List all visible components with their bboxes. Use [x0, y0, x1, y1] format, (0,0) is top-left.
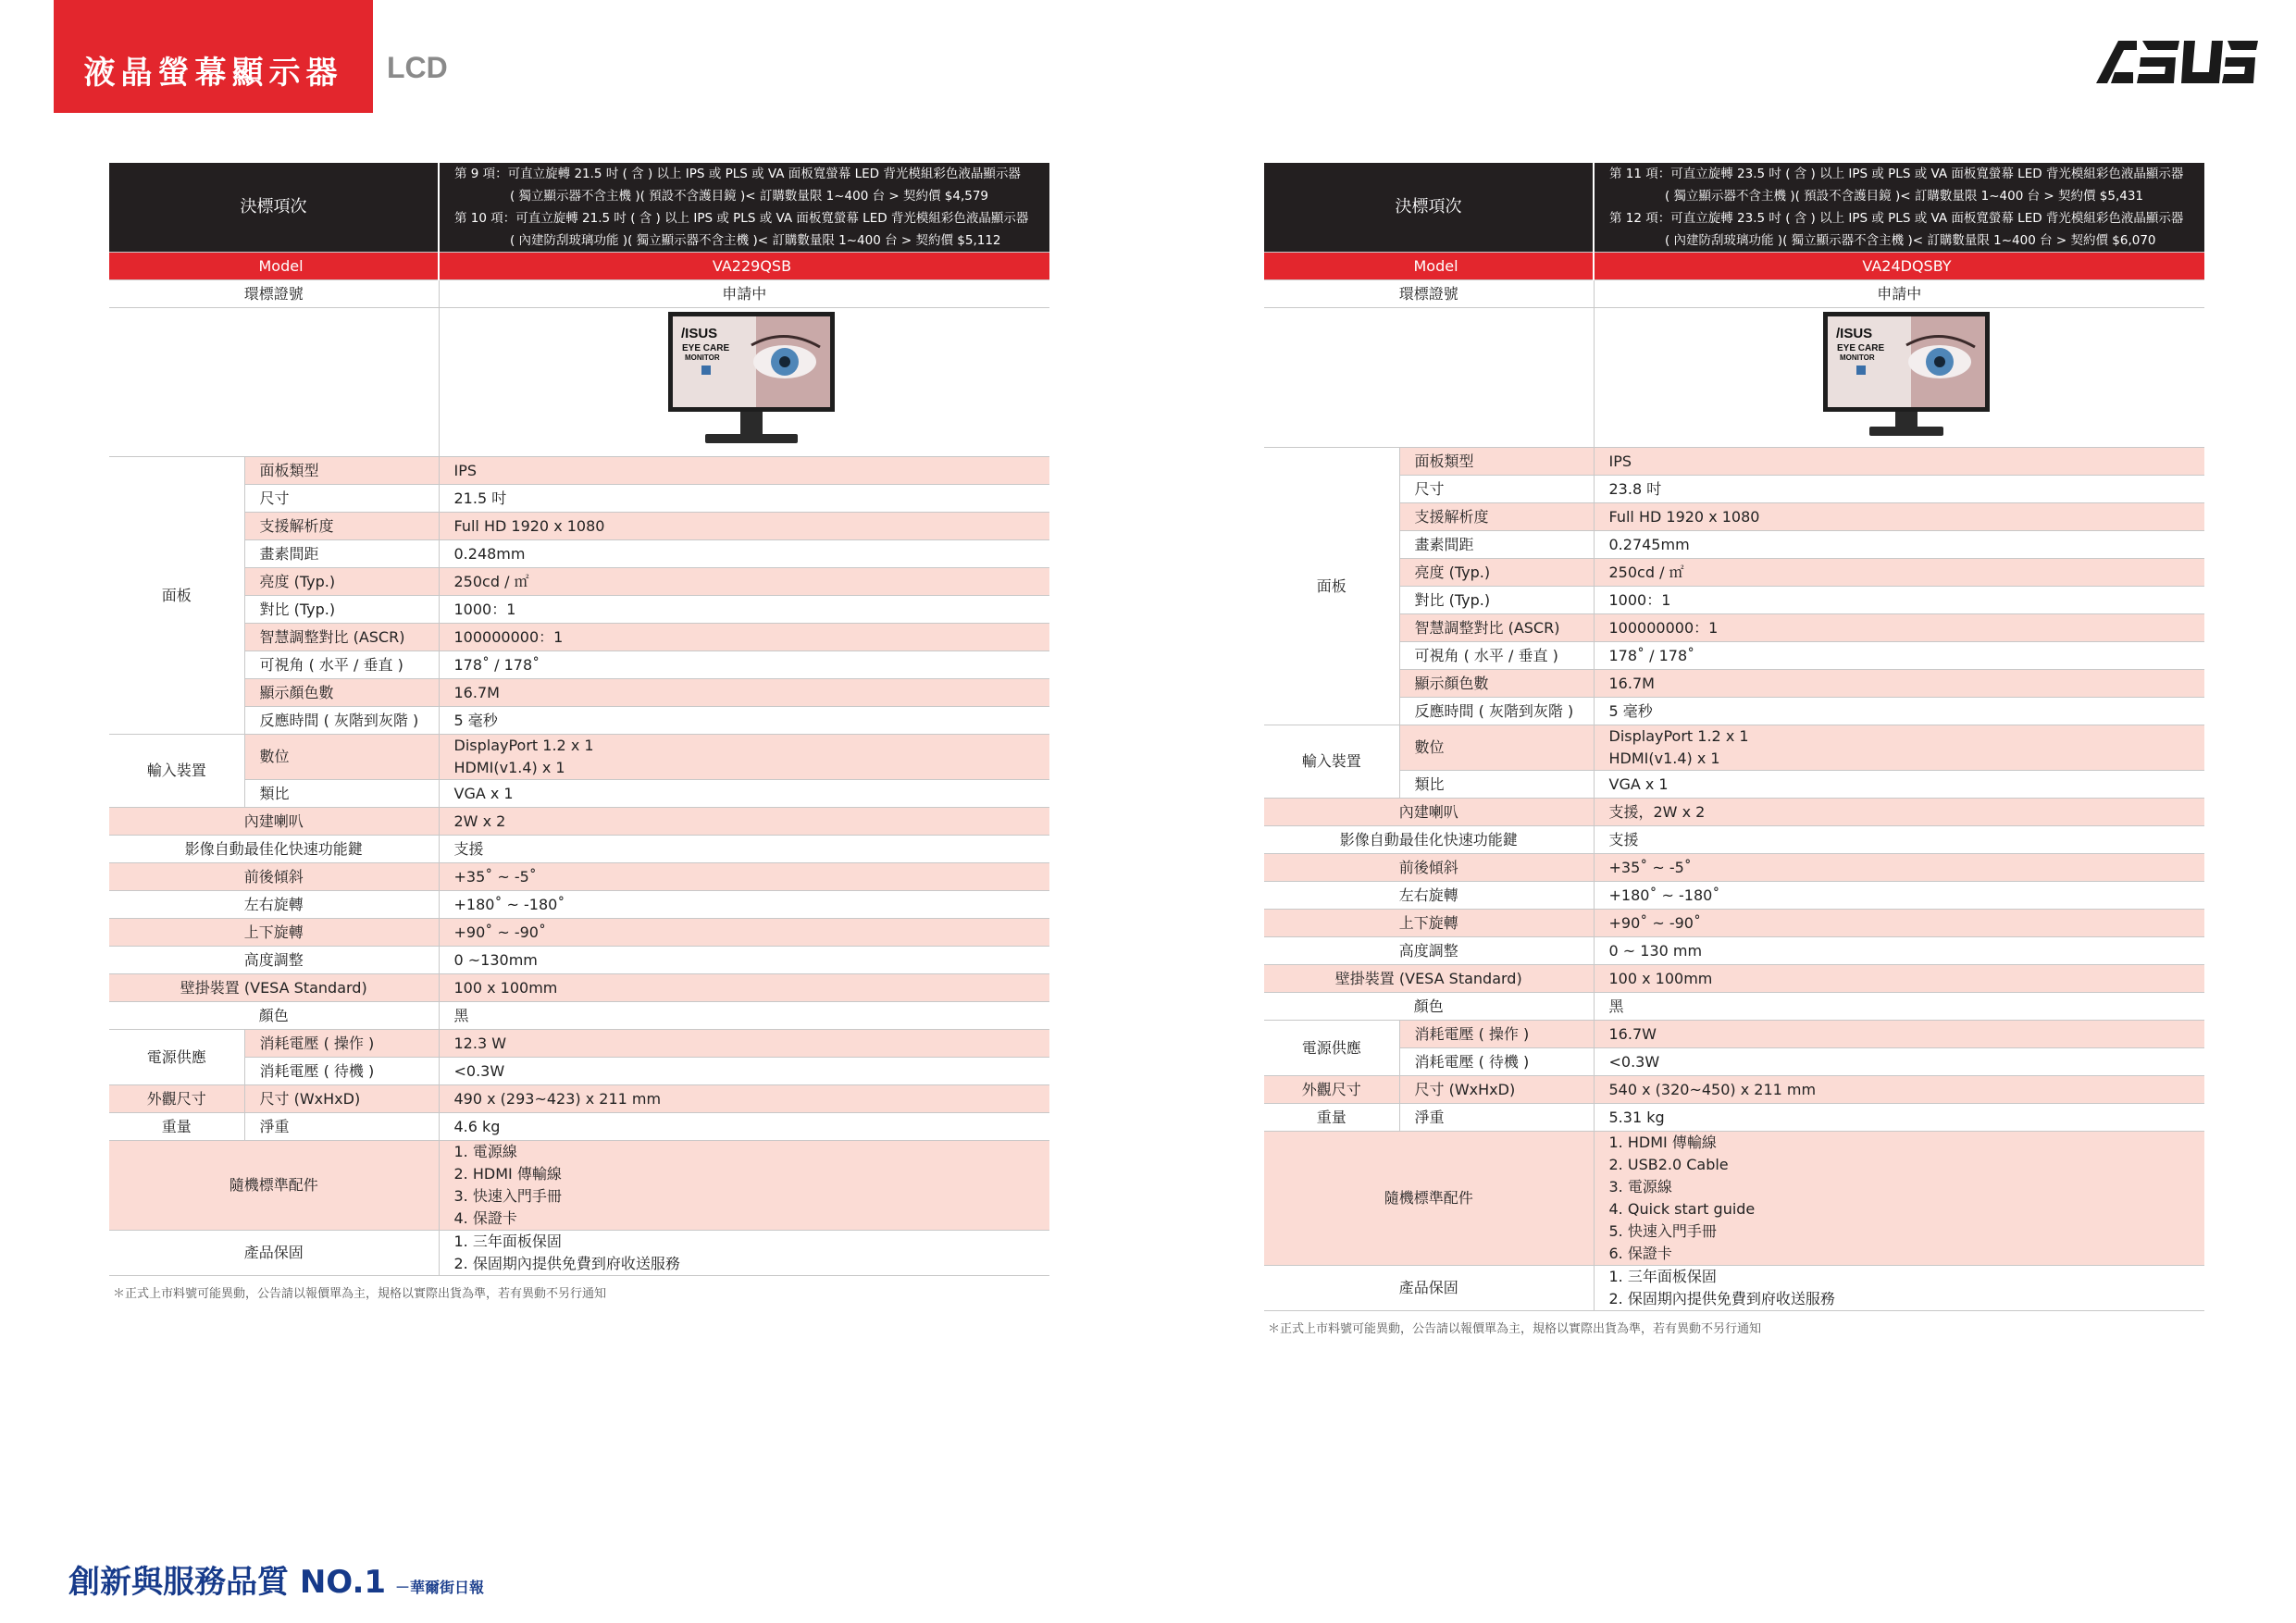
row-size: 尺寸 21.5 吋 — [109, 485, 1049, 513]
tender-label: 決標項次 — [1264, 163, 1594, 253]
row-swivel: 左右旋轉 +180˚ ~ -180˚ — [109, 891, 1049, 919]
row-tilt: 前後傾斜 +35˚ ~ -5˚ — [109, 863, 1049, 891]
row-brightness: 亮度 (Typ.) 250cd / ㎡ — [109, 568, 1049, 596]
eco-label: 環標證號 — [109, 280, 439, 308]
row-height: 高度調整 0 ~130mm — [109, 947, 1049, 974]
row-digital: 輸入裝置 數位 DisplayPort 1.2 x 1 HDMI(v1.4) x 1 — [1264, 725, 2204, 771]
row-power-standby: 消耗電壓 ( 待機 ) <0.3W — [109, 1058, 1049, 1085]
image-row — [1264, 308, 2204, 448]
row-weight: 重量 淨重 5.31 kg — [1264, 1104, 2204, 1132]
row-pixel-pitch: 畫素間距 0.2745mm — [1264, 531, 2204, 559]
row-contrast: 對比 (Typ.) 1000：1 — [1264, 587, 2204, 614]
eco-row — [109, 280, 1049, 308]
row-ascr: 智慧調整對比 (ASCR) 100000000：1 — [109, 624, 1049, 651]
row-power-on: 電源供應 消耗電壓 ( 操作 ) 12.3 W — [109, 1030, 1049, 1058]
row-vesa: 壁掛裝置 (VESA Standard) 100 x 100mm — [109, 974, 1049, 1002]
model-row — [1264, 253, 2204, 280]
row-tilt: 前後傾斜 +35˚ ~ -5˚ — [1264, 854, 2204, 882]
screen-line-2: MONITOR — [685, 353, 720, 362]
row-hotkey: 影像自動最佳化快速功能鍵 支援 — [1264, 826, 2204, 854]
row-dimensions: 外觀尺寸 尺寸 (WxHxD) 490 x (293~423) x 211 mm — [109, 1085, 1049, 1113]
model-value: VA24DQSBY — [1594, 253, 2204, 280]
model-row — [109, 253, 1049, 280]
spec-sheet-left — [109, 163, 1049, 1301]
screen-line-1: EYE CARE — [1837, 343, 1885, 353]
asus-logo-mark — [2096, 41, 2258, 83]
group-input: 輸入裝置 — [1264, 725, 1399, 799]
row-analog: 類比 VGA x 1 — [109, 780, 1049, 808]
group-panel: 面板 — [1264, 448, 1399, 725]
model-value: VA229QSB — [439, 253, 1049, 280]
asus-logo — [2096, 41, 2258, 83]
warranty-list: 1. 三年面板保固 2. 保固期內提供免費到府收送服務 — [439, 1231, 1049, 1276]
row-viewing-angle: 可視角 ( 水平 / 垂直 ) 178˚ / 178˚ — [1264, 642, 2204, 670]
tender-row — [109, 163, 1049, 253]
product-image — [1609, 308, 2205, 447]
screen-line-1: EYE CARE — [682, 343, 730, 353]
image-row — [109, 308, 1049, 457]
row-height: 高度調整 0 ~ 130 mm — [1264, 937, 2204, 965]
eco-value: 申請中 — [1594, 280, 2204, 308]
row-warranty: 產品保固 1. 三年面板保固 2. 保固期內提供免費到府收送服務 — [109, 1231, 1049, 1276]
row-pivot: 上下旋轉 +90˚ ~ -90˚ — [1264, 910, 2204, 937]
product-image — [454, 308, 1050, 456]
row-weight: 重量 淨重 4.6 kg — [109, 1113, 1049, 1141]
row-resolution: 支援解析度 Full HD 1920 x 1080 — [1264, 503, 2204, 531]
slogan — [68, 1556, 484, 1602]
row-ascr: 智慧調整對比 (ASCR) 100000000：1 — [1264, 614, 2204, 642]
row-panel-type: 面板 面板類型 IPS — [1264, 448, 2204, 476]
row-size: 尺寸 23.8 吋 — [1264, 476, 2204, 503]
row-dimensions: 外觀尺寸 尺寸 (WxHxD) 540 x (320~450) x 211 mm — [1264, 1076, 2204, 1104]
screen-line-2: MONITOR — [1840, 353, 1875, 362]
row-pivot: 上下旋轉 +90˚ ~ -90˚ — [109, 919, 1049, 947]
accessories-list: 1. HDMI 傳輸線 2. USB2.0 Cable 3. 電源線 4. Quick start guide 5. 快速入門手冊 6. 保證卡 — [1594, 1132, 2204, 1266]
footnote: ＊正式上市料號可能異動，公告請以報價單為主，規格以實際出貨為準，若有異動不另行通知 — [1268, 1322, 1762, 1336]
group-power: 電源供應 — [1264, 1021, 1399, 1076]
row-accessories: 隨機標準配件 1. HDMI 傳輸線 2. USB2.0 Cable 3. 電源線 4. Quick start guide 5. 快速入門手冊 6. 保證卡 — [1264, 1132, 2204, 1266]
group-power: 電源供應 — [109, 1030, 244, 1085]
eco-value: 申請中 — [439, 280, 1049, 308]
row-pixel-pitch: 畫素間距 0.248mm — [109, 540, 1049, 568]
row-speaker: 內建喇叭 支援，2W x 2 — [1264, 799, 2204, 826]
row-speaker: 內建喇叭 2W x 2 — [109, 808, 1049, 836]
row-accessories: 隨機標準配件 1. 電源線 2. HDMI 傳輸線 3. 快速入門手冊 4. 保證卡 — [109, 1141, 1049, 1231]
tender-label: 決標項次 — [109, 163, 439, 253]
warranty-list: 1. 三年面板保固 2. 保固期內提供免費到府收送服務 — [1594, 1266, 2204, 1311]
tender-row — [1264, 163, 2204, 253]
screen-brand: /ISUS — [1836, 326, 1873, 341]
footnote: ＊正式上市料號可能異動，公告請以報價單為主，規格以實際出貨為準，若有異動不另行通知 — [113, 1287, 607, 1301]
tender-text: 第 9 項：可直立旋轉 21.5 吋 ( 含 ) 以上 IPS 或 PLS 或 VA 面板寬螢幕 LED 背光模組彩色液晶顯示器 ( 獨立顯示器不含主機 )( 預設不含護目鏡 )< 訂購數量限 1~400 台 > 契約價 $4,579 第 10 項：可直立旋轉 21.5 吋 ( 含 ) 以上 IPS 或 PLS 或 VA 面板寬螢幕 LED 背光模組彩色液晶顯示器 ( 內建防刮玻璃功能 )( 獨立顯示器不含主機 )< 訂購數量限 1~400 台 > 契約價 $5,112 — [439, 163, 1049, 253]
row-colors: 顯示顏色數 16.7M — [109, 679, 1049, 707]
row-colors: 顯示顏色數 16.7M — [1264, 670, 2204, 698]
row-viewing-angle: 可視角 ( 水平 / 垂直 ) 178˚ / 178˚ — [109, 651, 1049, 679]
page-title: 液晶螢幕顯示器 — [83, 54, 343, 92]
row-brightness: 亮度 (Typ.) 250cd / ㎡ — [1264, 559, 2204, 587]
eco-row — [1264, 280, 2204, 308]
monitor-illustration — [1821, 308, 1992, 447]
row-digital: 輸入裝置 數位 DisplayPort 1.2 x 1 HDMI(v1.4) x 1 — [109, 735, 1049, 780]
page-subtitle: LCD — [387, 51, 448, 84]
accessories-list: 1. 電源線 2. HDMI 傳輸線 3. 快速入門手冊 4. 保證卡 — [439, 1141, 1049, 1231]
slogan-main: 創新與服務品質 NO.1 — [68, 1564, 387, 1601]
group-input: 輸入裝置 — [109, 735, 244, 808]
spec-table — [1264, 163, 2204, 1311]
screen-brand: /ISUS — [681, 326, 718, 341]
row-resolution: 支援解析度 Full HD 1920 x 1080 — [109, 513, 1049, 540]
row-panel-type: 面板 面板類型 IPS — [109, 457, 1049, 485]
spec-table — [109, 163, 1049, 1276]
row-color: 顏色 黑 — [109, 1002, 1049, 1030]
row-vesa: 壁掛裝置 (VESA Standard) 100 x 100mm — [1264, 965, 2204, 993]
row-contrast: 對比 (Typ.) 1000：1 — [109, 596, 1049, 624]
row-power-on: 電源供應 消耗電壓 ( 操作 ) 16.7W — [1264, 1021, 2204, 1048]
row-swivel: 左右旋轉 +180˚ ~ -180˚ — [1264, 882, 2204, 910]
model-label: Model — [1264, 253, 1594, 280]
row-analog: 類比 VGA x 1 — [1264, 771, 2204, 799]
row-color: 顏色 黑 — [1264, 993, 2204, 1021]
monitor-illustration — [666, 308, 837, 456]
model-label: Model — [109, 253, 439, 280]
spec-sheet-right — [1264, 163, 2204, 1336]
group-panel: 面板 — [109, 457, 244, 735]
tender-text: 第 11 項：可直立旋轉 23.5 吋 ( 含 ) 以上 IPS 或 PLS 或 VA 面板寬螢幕 LED 背光模組彩色液晶顯示器 ( 獨立顯示器不含主機 )( 預設不含護目鏡 )< 訂購數量限 1~400 台 > 契約價 $5,431 第 12 項：可直立旋轉 23.5 吋 ( 含 ) 以上 IPS 或 PLS 或 VA 面板寬螢幕 LED 背光模組彩色液晶顯示器 ( 內建防刮玻璃功能 )( 獨立顯示器不含主機 )< 訂購數量限 1~400 台 > 契約價 $6,070 — [1594, 163, 2204, 253]
row-warranty: 產品保固 1. 三年面板保固 2. 保固期內提供免費到府收送服務 — [1264, 1266, 2204, 1311]
slogan-source: －華爾街日報 — [395, 1579, 485, 1596]
eco-label: 環標證號 — [1264, 280, 1594, 308]
row-response: 反應時間 ( 灰階到灰階 ) 5 毫秒 — [1264, 698, 2204, 725]
row-power-standby: 消耗電壓 ( 待機 ) <0.3W — [1264, 1048, 2204, 1076]
row-hotkey: 影像自動最佳化快速功能鍵 支援 — [109, 836, 1049, 863]
row-response: 反應時間 ( 灰階到灰階 ) 5 毫秒 — [109, 707, 1049, 735]
